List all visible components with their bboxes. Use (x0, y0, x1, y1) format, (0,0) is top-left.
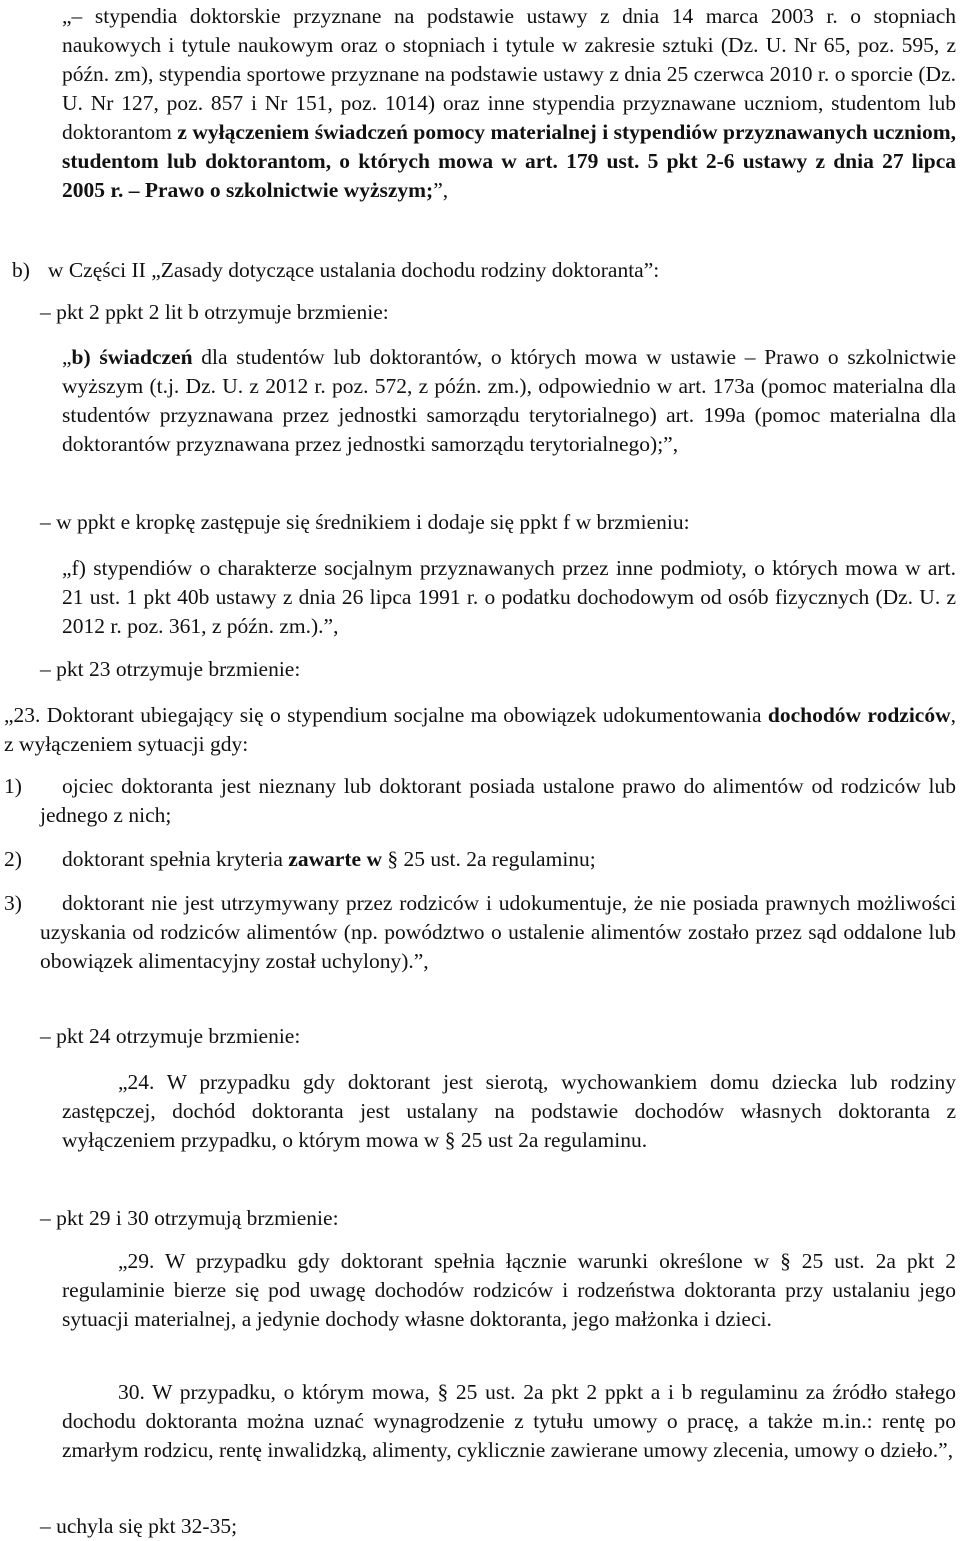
section-b-text: w Części II „Zasady dotyczące ustalania dochodu rodziny doktoranta”: (47, 258, 660, 282)
intro-bold-text: z wyłączeniem świadczeń pomocy materialnej i stypendiów przyznawanych uczniom, studentom lub doktorantom, o których mowa w art. 179 ust. 5 pkt 2-6 ustawy z dnia 27 lipca 2005 r. – Prawo o szkolnictwie wyższym; (62, 120, 956, 202)
list-item (0, 772, 960, 832)
intro-paragraph (62, 2, 956, 205)
list-item-number: 1) (4, 774, 22, 798)
list-item-text: doktorant spełnia kryteria zawarte w § 25 ust. 2a regulaminu; (62, 847, 596, 871)
section-b-heading (12, 256, 956, 285)
paragraph-23: „23. Doktorant ubiegający się o stypendium socjalne ma obowiązek udokumentowania dochodów rodziców, z wyłączeniem sytuacji gdy: (4, 703, 956, 756)
amendment-item-pkt23: – pkt 23 otrzymuje brzmienie: (40, 657, 301, 681)
quote-lit-b-bold: b) świadczeń (71, 345, 193, 369)
section-b-label: b) (12, 258, 30, 282)
paragraph-29: „29. W przypadku gdy doktorant spełnia łącznie warunki określone w § 25 ust. 2a pkt 2 regulaminie bierze się pod uwagę dochodów rodziców i rodzeństwa doktoranta przy ustalaniu jego sytuacji materialnej, a jedynie dochody własne doktoranta, jego małżonka i dzieci. (62, 1249, 956, 1331)
list-item-number: 2) (4, 847, 22, 871)
quote-ppkt-f: „f) stypendiów o charakterze socjalnym przyznawanych przez inne podmioty, o których mowa w art. 21 ust. 1 pkt 40b ustawy z dnia 26 lipca 1991 r. o podatku dochodowym od osób fizycznych (Dz. U. z 2012 r. poz. 361, z późn. zm.).”, (62, 556, 956, 638)
intro-closing: ”, (433, 178, 449, 202)
amendment-item-pkt24: – pkt 24 otrzymuje brzmienie: (40, 1024, 301, 1048)
list-item (0, 889, 960, 1007)
quote-lit-b: „b) świadczeń dla studentów lub doktorantów, o których mowa w ustawie – Prawo o szkolnictwie wyższym (t.j. Dz. U. z 2012 r. poz. 572, z późn. zm.), odpowiednio w art. 173a (pomoc materialna dla studentów przyznawana przez jednostki samorządu terytorialnego) art. 199a (pomoc materialna dla doktorantów przyznawana przez jednostki samorządu terytorialnego);”, (62, 345, 956, 456)
list-item-text: doktorant nie jest utrzymywany przez rodziców i udokumentuje, że nie posiada prawnych możliwości uzyskania od rodziców alimentów (np. powództwo o ustalenie alimentów zostało przez sąd oddalone lub obowiązek alimentacyjny został uchylony).”, (40, 891, 956, 973)
amendment-item-pkt2: – pkt 2 ppkt 2 lit b otrzymuje brzmienie: (40, 300, 389, 324)
list-item (0, 845, 960, 875)
amendment-item-pkt32-35: – uchyla się pkt 32-35; (40, 1514, 238, 1538)
paragraph-30: 30. W przypadku, o którym mowa, § 25 ust. 2a pkt 2 ppkt a i b regulaminu za źródło stałego dochodu doktoranta można uznać wynagrodzenie z tytułu umowy o pracę, a także m.in.: rentę po zmarłym rodzicu, rentę inwalidzką, alimenty, cyklicznie zawierane umowy zlecenia, umowy o dzieło.”, (62, 1380, 956, 1462)
paragraph-24: „24. W przypadku gdy doktorant jest sierotą, wychowankiem domu dziecka lub rodziny zastępczej, dochód doktoranta jest ustalany na podstawie dochodów własnych doktoranta z wyłączeniem przypadku, o którym mowa w § 25 ust 2a regulaminu. (62, 1070, 956, 1152)
amendment-item-pkt29-30: – pkt 29 i 30 otrzymują brzmienie: (40, 1206, 339, 1230)
paragraph-23-bold: dochodów rodziców (767, 703, 951, 727)
intro-text: „– stypendia doktorskie przyznane na podstawie ustawy z dnia 14 marca 2003 r. o stopniach naukowych i tytule naukowym oraz o stopniach i tytule w zakresie sztuki (Dz. U. Nr 65, poz. 595, z późn. zm), stypendia sportowe przyznane na podstawie ustawy z dnia 25 czerwca 2010 r. o sporcie (Dz. U. Nr 127, poz. 857 i Nr 151, poz. 1014) oraz inne stypendia przyznawane uczniom, studentom lub doktorantom (62, 4, 956, 144)
amendment-item-ppkt-e: – w ppkt e kropkę zastępuje się średnikiem i dodaje się ppkt f w brzmieniu: (40, 510, 690, 534)
list-item-text: ojciec doktoranta jest nieznany lub doktorant posiada ustalone prawo do alimentów od rodziców lub jednego z nich; (40, 774, 956, 827)
list-item-number: 3) (4, 891, 22, 915)
